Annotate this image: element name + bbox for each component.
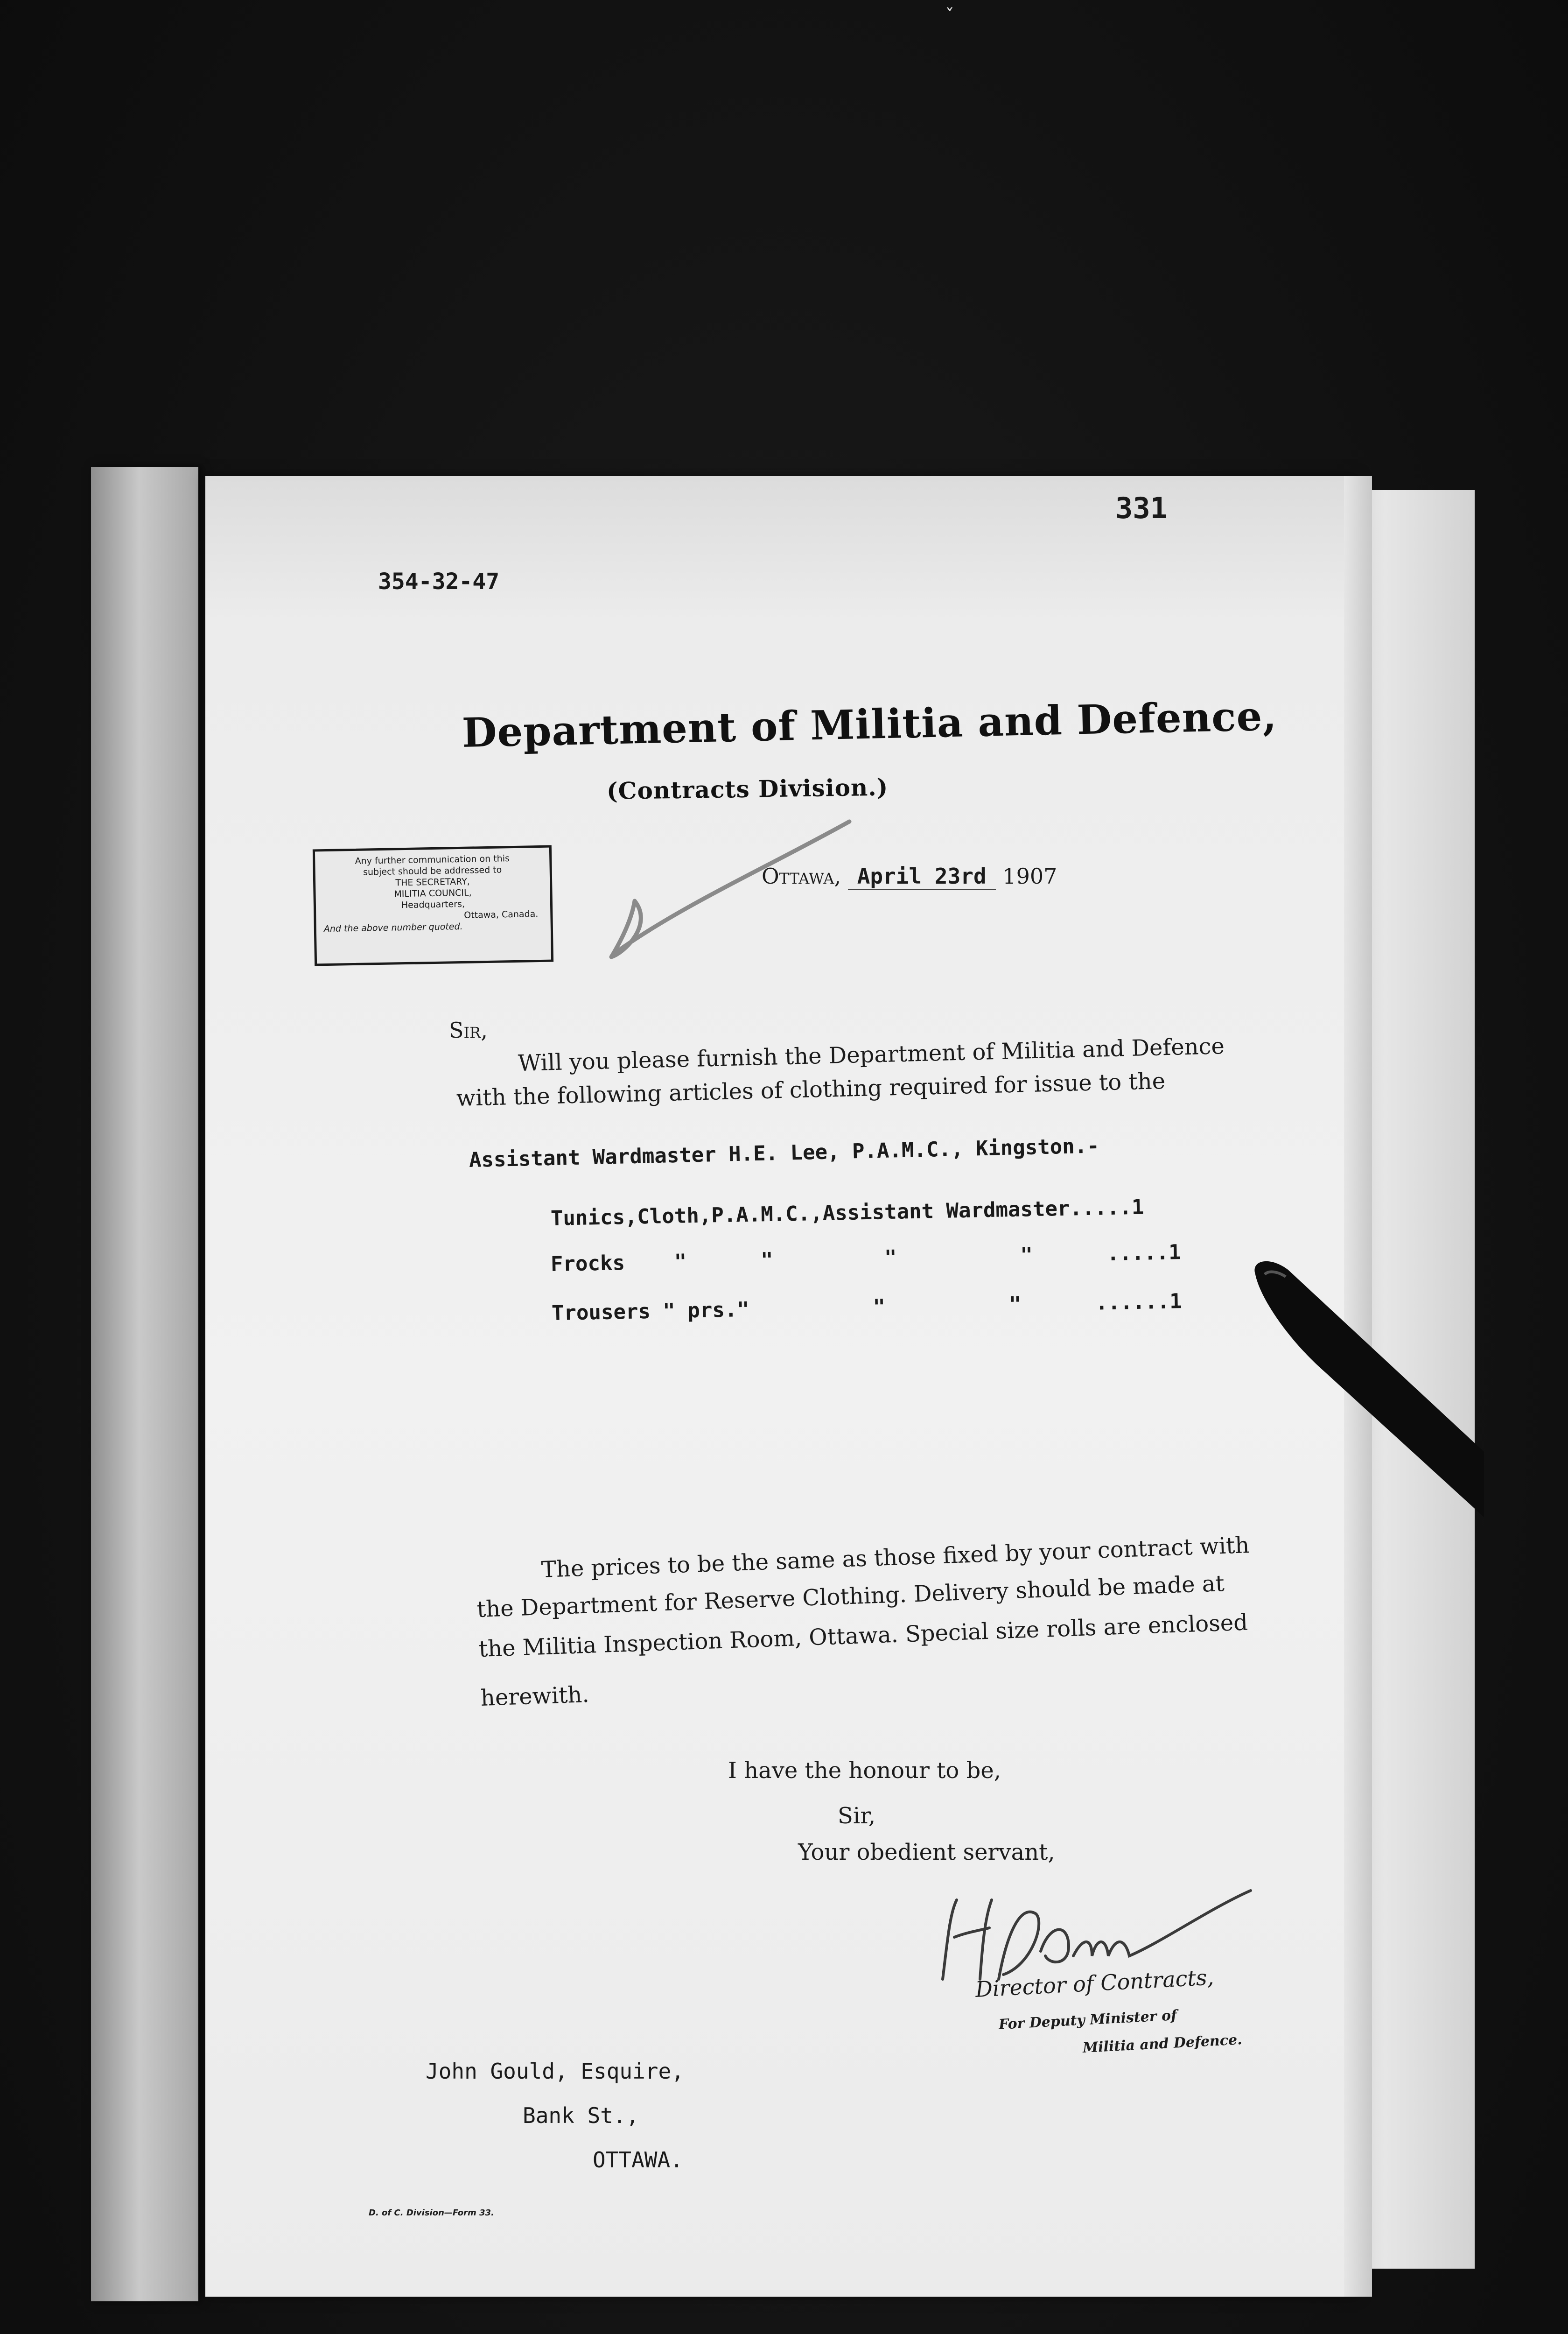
paragraph-line: the Department for Reserve Clothing. Delivery should be made at xyxy=(476,1570,1225,1623)
stamp-line: And the above number quoted. xyxy=(323,921,463,935)
paragraph-line: the Militia Inspection Room, Ottawa. Special size rolls are enclosed xyxy=(478,1609,1248,1662)
paragraph-line: The prices to be the same as those fixed by your contract with xyxy=(541,1532,1250,1583)
body-line: Will you please furnish the Department of Militia and Defence xyxy=(518,1033,1225,1076)
file-reference: 354-32-47 xyxy=(378,569,500,595)
form-number: D. of C. Division—Form 33. xyxy=(369,2208,494,2218)
film-mark: ˇ xyxy=(945,6,954,27)
recipient-street: Bank St., xyxy=(523,2103,639,2128)
left-binding-strip xyxy=(91,467,198,2301)
signer-subtitle: Militia and Defence. xyxy=(1082,2032,1243,2056)
checkmark-mark xyxy=(597,812,859,966)
letterhead-title: Department of Militia and Defence, xyxy=(461,692,1278,757)
stamp-line: Any further communication on this xyxy=(355,853,510,866)
stamp-line: subject should be addressed to xyxy=(363,865,502,878)
page-number: 331 xyxy=(1115,491,1168,525)
recipient-city: OTTAWA. xyxy=(593,2147,683,2172)
body-line: with the following articles of clothing required for issue to the xyxy=(456,1068,1166,1111)
closing-line: Sir, xyxy=(838,1803,876,1829)
stamp-line: THE SECRETARY, xyxy=(395,876,470,888)
stamp-line: MILITIA COUNCIL, xyxy=(394,887,472,900)
stamp-line: Ottawa, Canada. xyxy=(464,909,539,921)
date-city: Ottawa, xyxy=(762,864,841,889)
closing-line: I have the honour to be, xyxy=(728,1758,1001,1784)
salutation: Sir, xyxy=(449,1018,488,1043)
date-typed: April 23rd xyxy=(848,864,996,890)
date-year: 1907 xyxy=(1002,864,1057,889)
recipient-name: John Gould, Esquire, xyxy=(426,2059,684,2084)
paragraph-line: herewith. xyxy=(480,1681,590,1711)
closing-line: Your obedient servant, xyxy=(798,1839,1055,1865)
signer-title: Director of Contracts, xyxy=(974,1964,1215,2002)
stamp-line: Headquarters, xyxy=(401,899,465,911)
issue-recipient-line: Assistant Wardmaster H.E. Lee, P.A.M.C., Kingston.- xyxy=(469,1134,1100,1172)
reply-instructions-stamp xyxy=(313,845,553,966)
clothing-item: Tunics,Cloth,P.A.M.C.,Assistant Wardmaster.....1 xyxy=(550,1195,1144,1230)
clothing-item: Trousers " prs." " " ......1 xyxy=(551,1289,1183,1325)
letterhead-division: (Contracts Division.) xyxy=(606,773,889,805)
pen-pointer xyxy=(1241,1256,1484,1573)
clothing-item: Frocks " " " " .....1 xyxy=(550,1240,1182,1276)
signer-subtitle: For Deputy Minister of xyxy=(998,2007,1177,2033)
